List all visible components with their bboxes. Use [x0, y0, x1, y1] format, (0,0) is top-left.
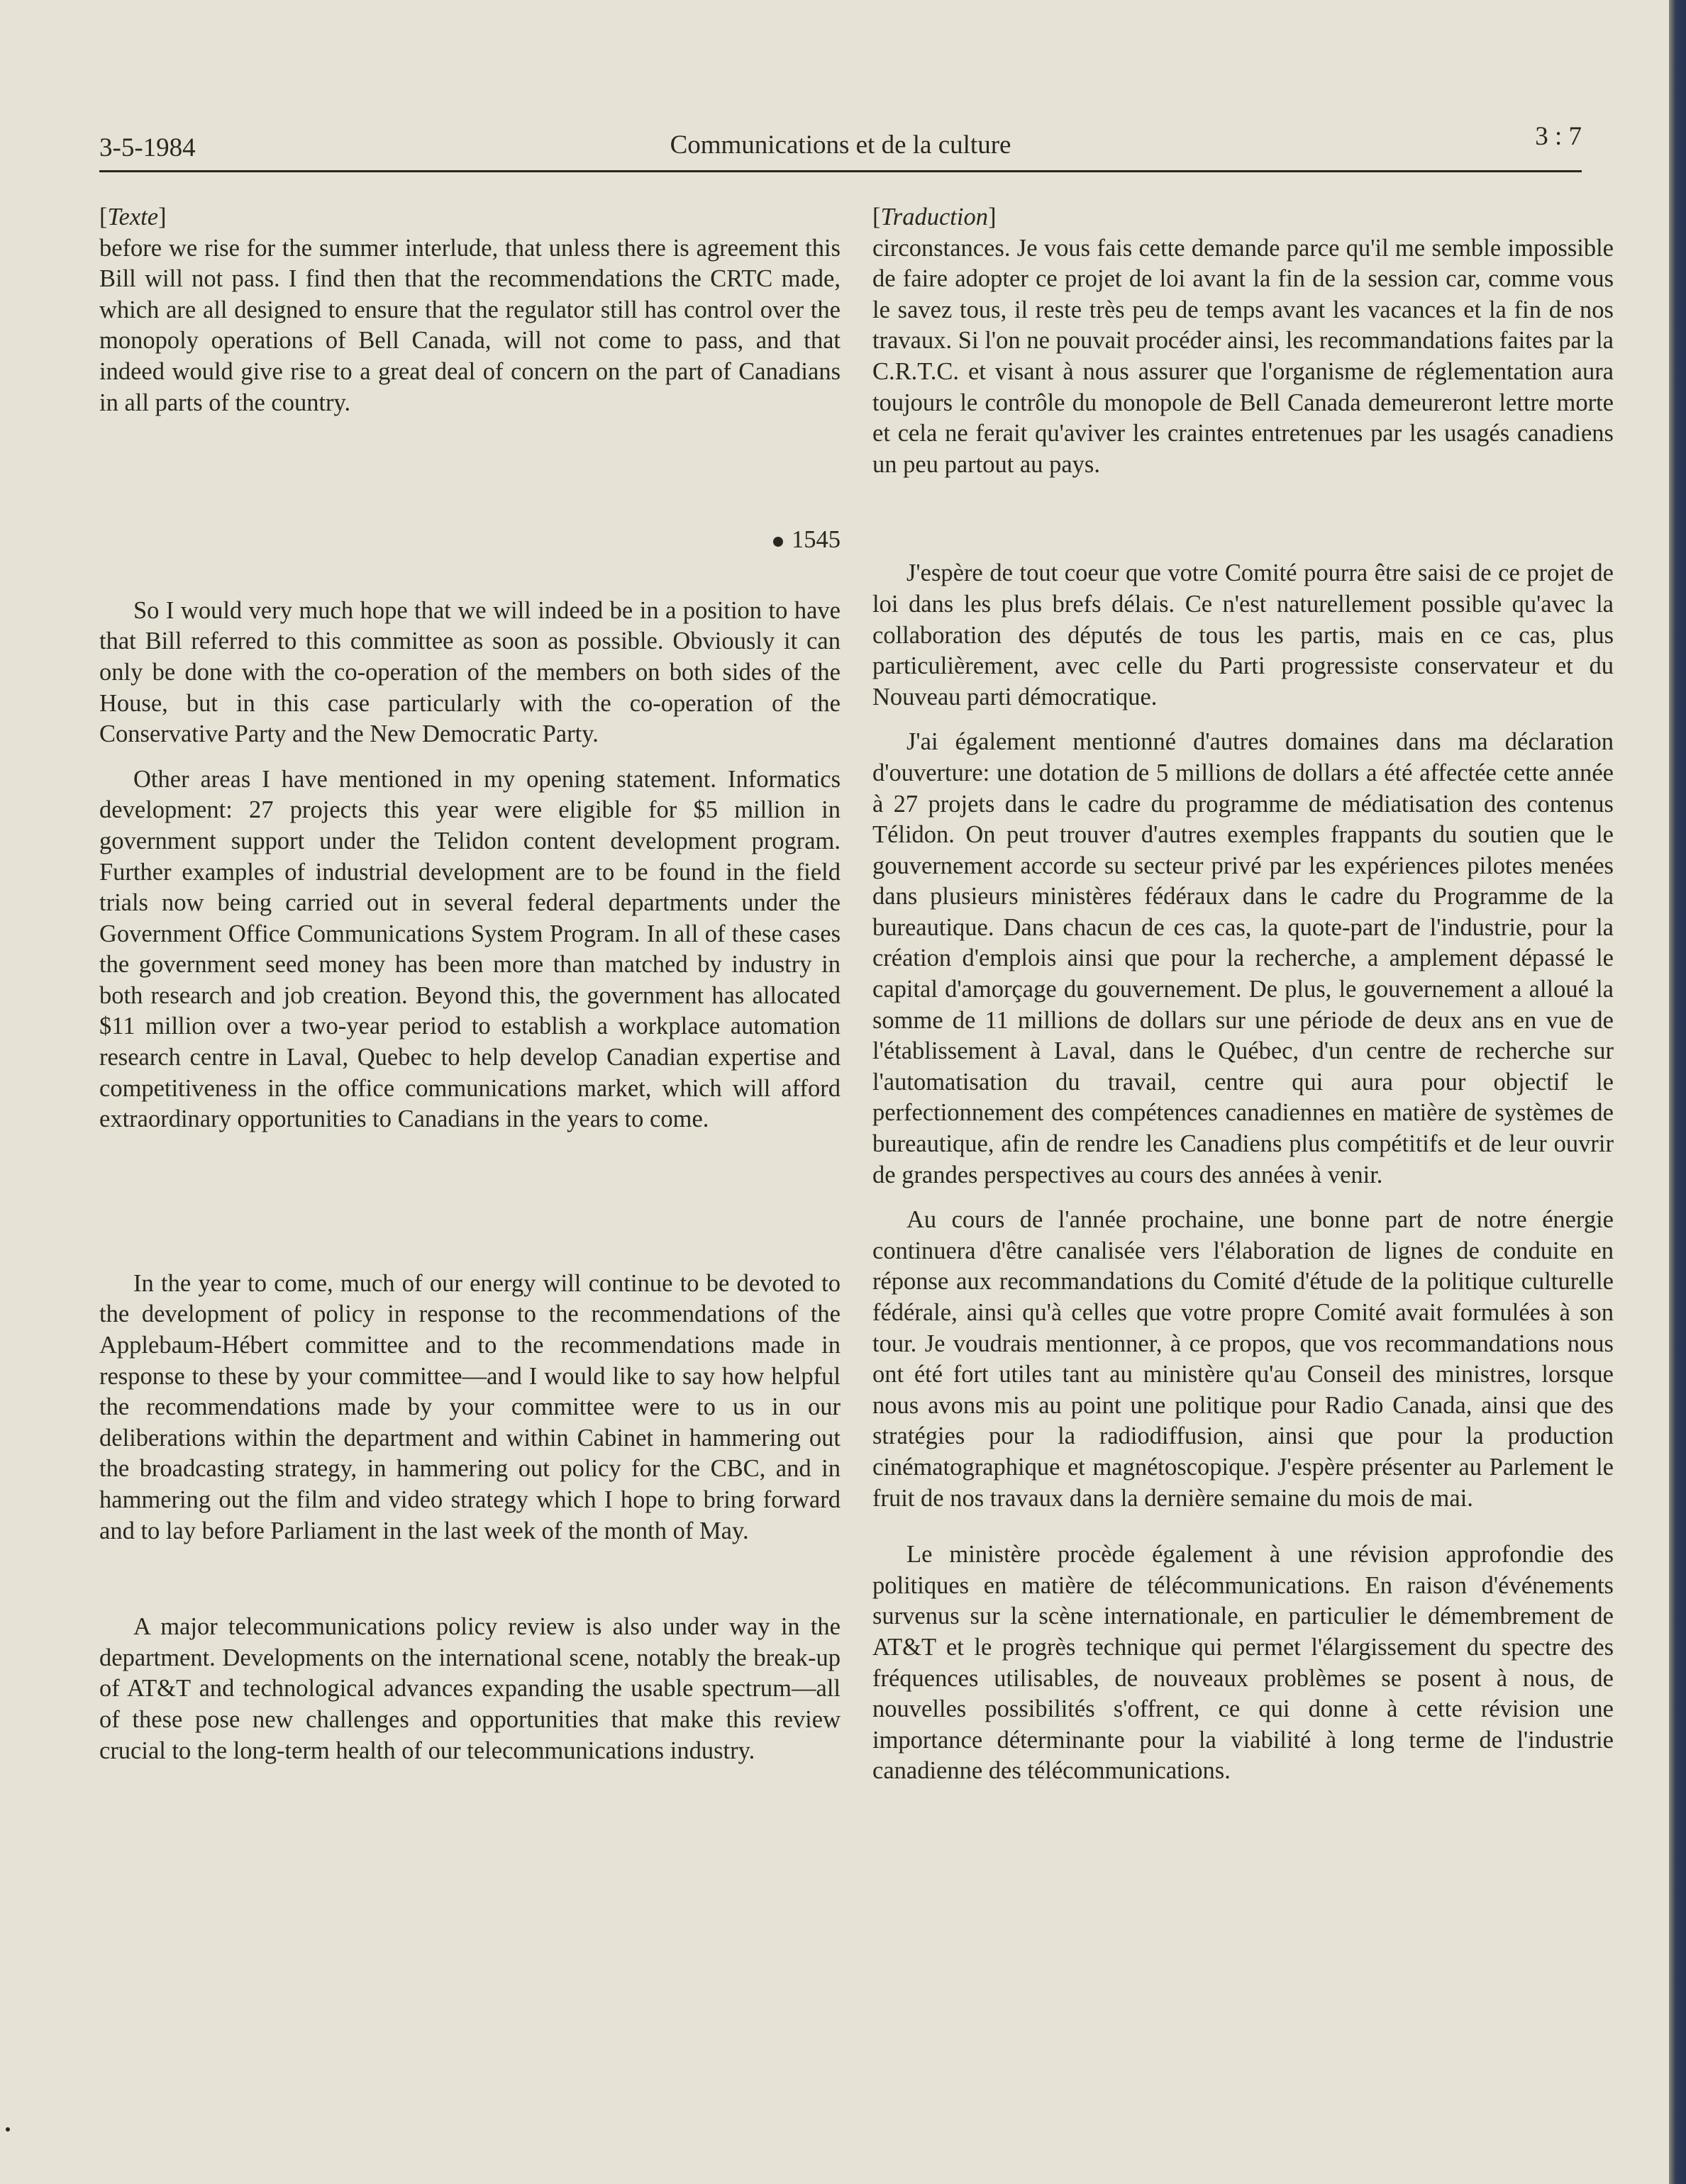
french-paragraph-5: Le ministère procède également à une révision approfondie des politiques en matière de télécommunications. En raison d'événements survenus sur la scène internationale, en particulier le démembrement de AT&T et le progrès technique qui permet l'élargissement du spectre des fréquences utilisables, de nouveaux problèmes se posent à nous, de nouvelles possibilités s'offrent, ce qui donne à cette révision une importance déterminante pour la viabilité à long terme de l'industrie canadienne des télécommunications. — [872, 1541, 1614, 1785]
traduction-tag-word: Traduction — [880, 204, 988, 230]
french-paragraph-3: J'ai également mentionné d'autres domaines dans ma déclaration d'ouverture: une dotation de 5 millions de dollars a été affectée cette année à 27 projets dans le cadre du programme de médiatisation des contenus Télidon. On peut trouver d'autres exemples frappants du soutien que le gouvernement accorde su secteur privé par les expériences pilotes menées dans plusieurs ministères fédéraux dans le cadre du Programme de la bureautique. Dans chacun de ces cas, la quote-part de l'industrie, pour la création d'emplois ainsi que pour la recherche, a amplement dépassé le capital d'amorçage du gouvernement. De plus, le gouvernement a alloué la somme de 11 millions de dollars sur une période de deux ans en vue de l'établissement à Laval, dans le Québec, d'un centre de recherche sur l'automatisation du travail, centre qui aura pour objectif le perfectionnement des compétences canadiennes en matière de systèmes de bureautique, afin de rendre les Canadiens plus compétitifs et de leur ouvrir de grandes perspectives au cours des années à venir. — [872, 728, 1614, 1188]
header-page-number: 3 : 7 — [1535, 122, 1582, 151]
header-title: Communications et de la culture — [670, 130, 1011, 160]
french-paragraph-4: Au cours de l'année prochaine, une bonne part de notre énergie continuera d'être canalisée vers l'élaboration de lignes de conduite en réponse aux recommandations du Comité d'étude de la politique culturelle fédérale, ainsi qu'à celles que votre propre Comité avait formulées à son tour. Je voudrais mentionner, à ce propos, que vos recommandations nous ont été fort utiles tant au ministère qu'au Conseil des ministres, lorsque nous avons mis au point une politique pour Radio Canada, ainsi que des stratégies pour la radiodiffusion, ainsi que pour la production cinématographique et magnétoscopique. J'espère présenter au Parlement le fruit de nos travaux dans la dernière semaine du mois de mai. — [872, 1206, 1614, 1512]
french-paragraph-2: J'espère de tout coeur que votre Comité pourra être saisi de ce projet de loi dans les plus brefs délais. Ce n'est naturellement possible qu'avec la collaboration des députés de tous les partis, mais en ce cas, plus particulièrement, avec celle du Parti progressiste conservateur et du Nouveau parti démocratique. — [872, 559, 1614, 711]
texte-tag-close: ] — [158, 204, 167, 230]
traduction-tag-close: ] — [987, 204, 997, 230]
time-marker-value: 1545 — [792, 526, 841, 554]
texte-tag-word: Texte — [107, 204, 159, 230]
french-column — [872, 202, 1614, 1787]
english-paragraph-3: Other areas I have mentioned in my opening statement. Informatics development: 27 projects this year were eligible for $5 million in government support under the Telidon content development program. Further examples of industrial development are to be found in the field trials now being carried out in several federal departments under the Government Office Communications System Program. In all of these cases the government seed money has been more than matched by industry in both research and job creation. Beyond this, the government has allocated $11 million over a two-year period to establish a workplace automation research centre in Laval, Quebec to help develop Canadian expertise and competitiveness in the office communications market, which will afford extraordinary opportunities to Canadians in the years to come. — [99, 765, 841, 1133]
traduction-tag-open: [ — [872, 204, 881, 230]
page-header — [99, 113, 1582, 170]
header-date: 3-5-1984 — [99, 133, 196, 162]
binding-edge — [1669, 0, 1686, 2184]
english-paragraph-1: before we rise for the summer interlude, that unless there is agreement this Bill will not pass. I find then that the recommendations the CRTC made, which are all designed to ensure that the regulator still has control over the monopoly operations of Bell Canada, will not come to pass, and that indeed would give rise to a great deal of concern on the part of Canadians in all parts of the country. — [99, 234, 841, 416]
english-column — [99, 202, 841, 1766]
page-speck — [6, 2127, 10, 2132]
header-rule — [99, 170, 1582, 172]
english-paragraph-5: A major telecommunications policy review is also under way in the department. Developments on the international scene, notably the break-up of AT&T and technological advances expanding the usable spectrum—all of these pose new challenges and opportunities that make this review crucial to the long-term health of our telecommunications industry. — [99, 1613, 841, 1764]
texte-tag-open: [ — [99, 204, 108, 230]
bullet-icon — [773, 537, 783, 547]
time-marker — [99, 525, 841, 556]
traduction-tag — [872, 202, 1614, 233]
english-paragraph-2: So I would very much hope that we will indeed be in a position to have that Bill referred to this committee as soon as possible. Obviously it can only be done with the co-operation of the members on both sides of the House, but in this case particularly with the co-operation of the Conservative Party and the New Democratic Party. — [99, 596, 841, 748]
english-paragraph-4: In the year to come, much of our energy will continue to be devoted to the development of policy in response to the recommendations of the Applebaum-Hébert committee and to the recommendations made in response to these by your committee—and I would like to say how helpful the recommendations made by your committee were to us in our deliberations within the department and within Cabinet in hammering out the broadcasting strategy, in hammering out policy for the CBC, and in hammering out the film and video strategy which I hope to bring forward and to lay before Parliament in the last week of the month of May. — [99, 1269, 841, 1544]
texte-tag — [99, 202, 841, 233]
french-paragraph-1: circonstances. Je vous fais cette demande parce qu'il me semble impossible de faire adopter ce projet de loi avant la fin de la session car, comme vous le savez tous, il reste très peu de temps avant les vacances et la fin de nos travaux. Si l'on ne pouvait procéder ainsi, les recommandations faites par la C.R.T.C. et visant à nous assurer que l'organisme de réglementation aura toujours le contrôle du monopole de Bell Canada demeureront lettre morte et cela ne ferait qu'aviver les craintes entretenues par les usagés canadiens un peu partout au pays. — [872, 234, 1614, 478]
